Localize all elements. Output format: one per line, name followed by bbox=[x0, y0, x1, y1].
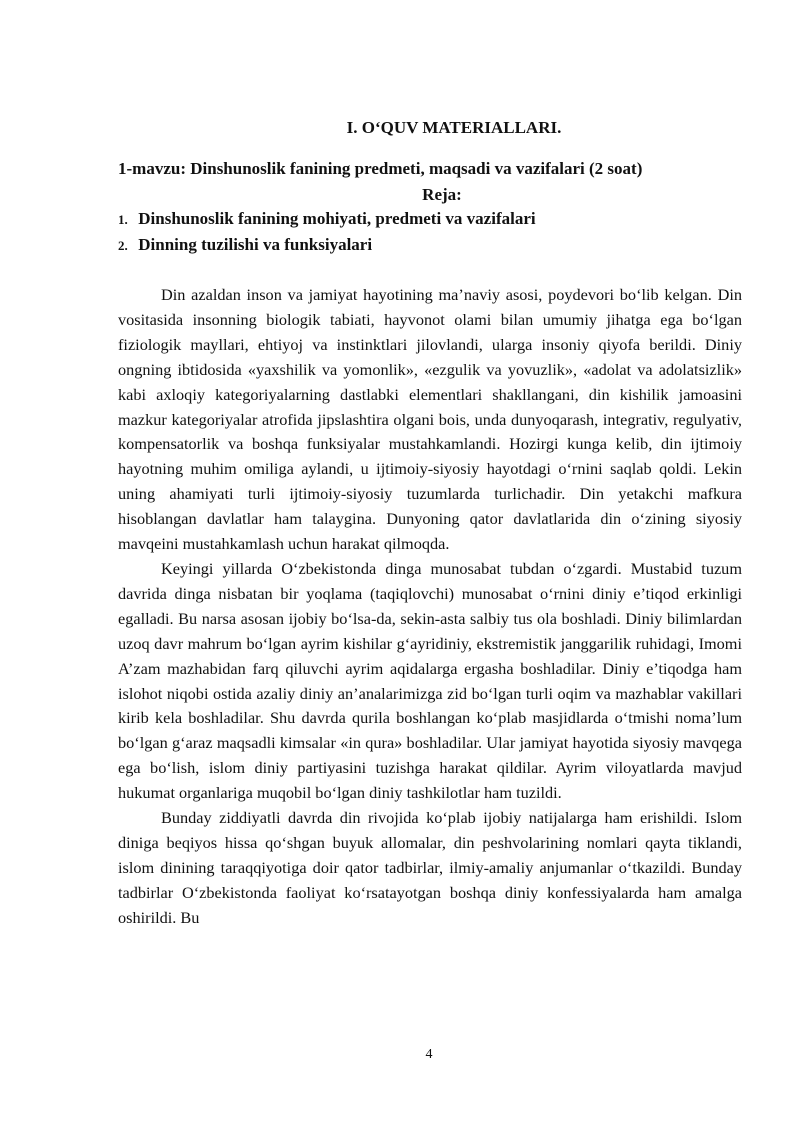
body-text bbox=[118, 283, 742, 931]
plan-item bbox=[118, 235, 372, 255]
paragraph: Bunday ziddiyatli davrda din rivojida ko‘plab ijobiy natijalarga ham erishildi. Islom diniga beqiyos hissa qo‘shgan buyuk allomalar, din peshvolarining nomlari qayta tiklandi, islom dinining taraqqiyotiga doir qator tadbirlar, ilmiy-amaliy anjumanlar o‘tkazildi. Bunday tadbirlar O‘zbekistonda faoliyat ko‘rsatayotgan boshqa diniy konfessiyalarda ham amalga oshirildi. Bu bbox=[118, 808, 742, 927]
plan-item-number: 2. bbox=[118, 238, 128, 253]
paragraph: Din azaldan inson va jamiyat hayotining ma’naviy asosi, poydevori bo‘lib kelgan. Din vositasida insonning biologik tabiati, hayvonot olami bilan umumiy jihatga ega bo‘lgan fiziologik mayllari, ehtiyoj va instinktlari jilovlandi, ularga insoniy qiyofa berildi. Diniy ongning ibtidosida «yaxshilik va yomonlik», «ezgulik va yovuzlik», «adolat va adolatsizlik» kabi axloqiy kategoriyalarning dastlabki elementlari shakllangani, din kishilik jamoasini mazkur kategoriyalar atrofida jipslashtira olgani bois, unda dunyoqarash, integrativ, regulyativ, kompensatorlik va boshqa funksiyalar mustahkamlandi. Hozirgi kunga kelib, din ijtimoiy hayotning muhim omiliga aylandi, u ijtimoiy-siyosiy hayotdagi o‘rnini saqlab qoldi. Lekin uning ahamiyati turli ijtimoiy-siyosiy tuzumlarda turlichadir. Din yetakchi mafkura hisoblangan davlatlar ham talaygina. Dunyoning qator davlatlarida din o‘zining siyosiy mavqeini mustahkamlash uchun harakat qilmoqda. bbox=[118, 285, 742, 554]
paragraph: Keyingi yillarda O‘zbekistonda dinga munosabat tubdan o‘zgardi. Mustabid tuzum davrida dinga nisbatan bir yoqlama (taqiqlovchi) munosabat o‘rnini diniy e’tiqod erkinligi egalladi. Bu narsa asosan ijobiy bo‘lsa-da, sekin-asta salbiy tus ola boshladi. Diniy bilimlardan uzoq davr mahrum bo‘lgan ayrim kishilar g‘ayridiniy, ekstremistik janggarilik ruhidagi, Imomi A’zam mazhabidan farq qiluvchi ayrim aqidalarga ergasha boshladilar. Diniy e’tiqodga ham islohot niqobi ostida azaliy diniy an’analarimizga zid bo‘lgan turli oqim va mazhablar vakillari kirib kela boshladilar. Shu davrda qurila boshlangan ko‘plab masjidlarda o‘tmishi noma’lum bo‘lgan g‘araz maqsadli kimsalar «in qura» boshladilar. Ular jamiyat hayotida siyosiy mavqega ega bo‘lish, islom diniy partiyasini tuzishga harakat qildilar. Ayrim viloyatlarda mavjud hukumat organlariga muqobil bo‘lgan diniy tashkilotlar ham tuzildi. bbox=[118, 558, 742, 803]
page-number: 4 bbox=[425, 1047, 433, 1062]
plan-item-text: Dinshunoslik fanining mohiyati, predmeti va vazifalari bbox=[138, 209, 536, 228]
plan-item bbox=[118, 209, 536, 229]
plan-heading: Reja: bbox=[422, 185, 462, 204]
section-title: I. O‘QUV MATERIALLARI. bbox=[346, 118, 562, 137]
plan-item-number: 1. bbox=[118, 212, 128, 227]
plan-item-text: Dinning tuzilishi va funksiyalari bbox=[138, 235, 373, 254]
topic-title: 1-mavzu: Dinshunoslik fanining predmeti, maqsadi va vazifalari (2 soat) bbox=[118, 159, 643, 178]
